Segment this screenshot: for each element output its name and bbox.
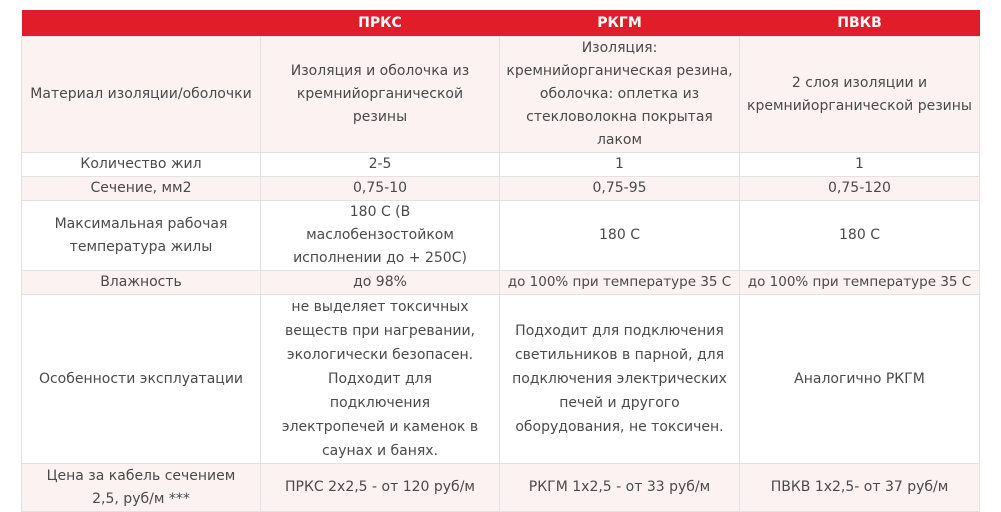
- table-header: [22, 10, 980, 37]
- cell-rkgm-features: Подходит для подключения светильников в парной, для подключения электрических печей и другого оборудования, не токсичен.: [500, 295, 740, 464]
- cell-prks-cores: 2-5: [261, 153, 500, 177]
- cable-comparison-table: [21, 10, 980, 512]
- row-label-features: Особенности эксплуатации: [22, 295, 261, 464]
- cell-rkgm-humidity: до 100% при температуре 35 С: [500, 271, 740, 295]
- header-cell-empty: [22, 10, 261, 37]
- table-row-cores: [22, 153, 980, 177]
- row-label-temperature: Максимальная рабочая температура жилы: [22, 201, 261, 271]
- cell-rkgm-cores: 1: [500, 153, 740, 177]
- cell-pvkv-humidity: до 100% при температуре 35 С: [740, 271, 980, 295]
- cell-prks-section: 0,75-10: [261, 177, 500, 201]
- cell-pvkv-section: 0,75-120: [740, 177, 980, 201]
- table-body: [22, 37, 980, 512]
- cell-prks-temperature: 180 С (В маслобензостойком исполнении до + 250С): [261, 201, 500, 271]
- cell-pvkv-price: ПВКВ 1х2,5- от 37 руб/м: [740, 464, 980, 512]
- cell-pvkv-features: Аналогично РКГМ: [740, 295, 980, 464]
- cell-rkgm-price: РКГМ 1х2,5 - от 33 руб/м: [500, 464, 740, 512]
- cell-prks-material: Изоляция и оболочка из кремнийорганической резины: [261, 37, 500, 153]
- row-label-material: Материал изоляции/оболочки: [22, 37, 261, 153]
- cell-prks-price: ПРКС 2х2,5 - от 120 руб/м: [261, 464, 500, 512]
- table-row-features: [22, 295, 980, 464]
- cell-rkgm-material: Изоляция: кремнийорганическая резина, оболочка: оплетка из стекловолокна покрытая лаком: [500, 37, 740, 153]
- cell-pvkv-material: 2 слоя изоляции и кремнийорганической резины: [740, 37, 980, 153]
- table-row-humidity: [22, 271, 980, 295]
- table-row-temperature: [22, 201, 980, 271]
- header-cell-pvkv: ПВКВ: [740, 10, 980, 37]
- cell-pvkv-cores: 1: [740, 153, 980, 177]
- row-label-section: Сечение, мм2: [22, 177, 261, 201]
- cell-pvkv-temperature: 180 С: [740, 201, 980, 271]
- cell-prks-humidity: до 98%: [261, 271, 500, 295]
- table-row-price: [22, 464, 980, 512]
- table-row-material: [22, 37, 980, 153]
- row-label-humidity: Влажность: [22, 271, 261, 295]
- row-label-cores: Количество жил: [22, 153, 261, 177]
- header-row: [22, 10, 980, 37]
- header-cell-prks: ПРКС: [261, 10, 500, 37]
- row-label-price: Цена за кабель сечением 2,5, руб/м ***: [22, 464, 261, 512]
- header-cell-rkgm: РКГМ: [500, 10, 740, 37]
- table-row-section: [22, 177, 980, 201]
- cell-prks-features: не выделяет токсичных веществ при нагревании, экологически безопасен. Подходит для подключения электропечей и каменок в саунах и банях.: [261, 295, 500, 464]
- cell-rkgm-temperature: 180 С: [500, 201, 740, 271]
- cable-comparison-table-container: [21, 10, 979, 512]
- cell-rkgm-section: 0,75-95: [500, 177, 740, 201]
